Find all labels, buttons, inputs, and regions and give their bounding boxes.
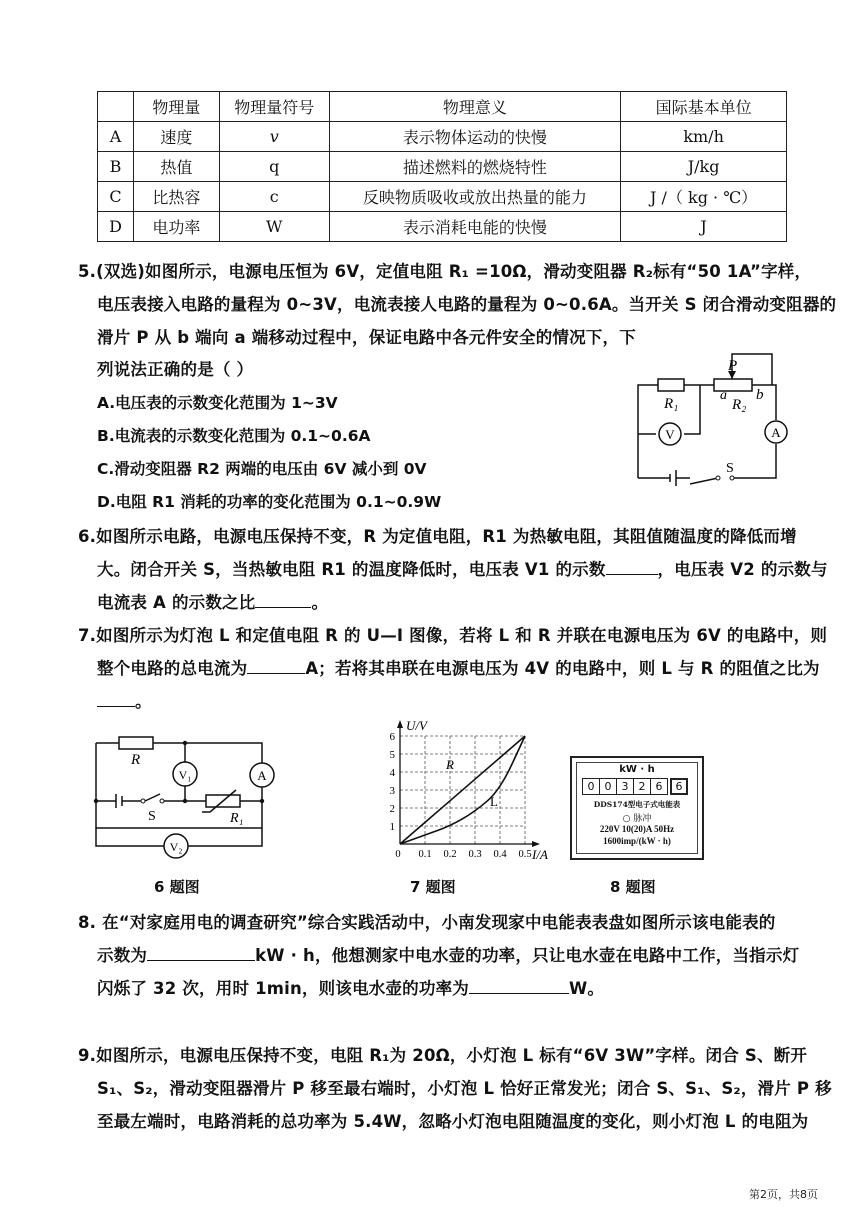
q9-stem-line2: S₁、S₂，滑动变阻器滑片 P 移至最右端时，小灯泡 L 恰好正常发光；闭合 S、S₁、S₂，滑片 P 移 <box>97 1079 832 1098</box>
row-symbol: c <box>219 182 329 212</box>
x-tick-label: 0.1 <box>418 849 432 860</box>
y-tick-label: 5 <box>389 749 395 761</box>
row-label: C <box>98 182 134 212</box>
x-axis-label: I/A <box>532 847 548 862</box>
answer-blank[interactable] <box>606 560 658 575</box>
q7-text: 。 <box>135 692 152 711</box>
table-header: 物理意义 <box>329 92 621 122</box>
row-unit: J/kg <box>621 152 787 182</box>
row-quantity: 热值 <box>133 152 219 182</box>
x-tick-label: 0.3 <box>468 849 482 860</box>
y-tick-label: 1 <box>389 821 395 833</box>
q8-text: kW · h，他想测家中电水壶的功率，只让电水壶在电路中工作，当指示灯 <box>255 946 800 965</box>
physics-quantity-table <box>97 91 787 242</box>
q5-circuit-diagram <box>628 348 800 498</box>
q5-option-b[interactable]: B.电流表的示数变化范围为 0.1~0.6A <box>97 427 371 445</box>
x-tick-label: 0.5 <box>518 849 532 860</box>
meter-spec-imp: 1600imp/(kW · h) <box>603 836 671 846</box>
row-quantity: 速度 <box>133 122 219 152</box>
q5-option-a[interactable]: A.电压表的示数变化范围为 1~3V <box>97 394 338 412</box>
meter-model: DDS174型电子式电能表 <box>593 800 681 809</box>
answer-blank[interactable] <box>469 979 569 994</box>
table-header <box>98 92 134 122</box>
q6-text: 大。闭合开关 S，当热敏电阻 R1 的温度降低时，电压表 V1 的示数 <box>97 560 606 579</box>
fig6-circuit-diagram <box>86 728 276 860</box>
q5-stem-line1: 5.(双选)如图所示，电源电压恒为 6V，定值电阻 R₁ =10Ω，滑动变阻器 R₂标有“50 1A”字样， <box>78 262 812 281</box>
label-r: R <box>131 752 141 768</box>
label-a: A <box>257 768 267 783</box>
meter-digit: 3 <box>617 778 634 795</box>
meter-digit: 0 <box>600 778 617 795</box>
label-r1: R₁ <box>664 396 679 412</box>
y-axis-label: U/V <box>406 718 427 733</box>
label-v1: V₁ <box>178 768 192 782</box>
x-tick-label: 0.4 <box>493 849 507 860</box>
q6-stem-line1: 6.如图所示电路，电源电压保持不变，R 为定值电阻，R1 为热敏电阻，其阻值随温度的降低而增 <box>78 527 797 546</box>
row-unit: J /（ kg · ℃） <box>621 182 787 212</box>
row-meaning: 描述燃料的燃烧特性 <box>329 152 621 182</box>
q7-text: 整个电路的总电流为 <box>97 659 248 678</box>
x-tick-label: 0 <box>395 849 401 860</box>
row-label: B <box>98 152 134 182</box>
fig8-energy-meter <box>570 756 704 860</box>
q8-stem-line2 <box>97 942 799 966</box>
q9-stem-line1: 9.如图所示，电源电压保持不变，电阻 R₁为 20Ω，小灯泡 L 标有“6V 3W”字样。闭合 S、断开 <box>78 1046 808 1065</box>
label-a: a <box>720 388 727 403</box>
meter-digit: 2 <box>634 778 651 795</box>
table-header-row <box>98 92 787 122</box>
q7-stem-line2 <box>97 655 820 679</box>
label-v2: V₂ <box>169 840 183 854</box>
label-b: b <box>756 387 764 403</box>
meter-unit: kW · h <box>619 764 655 775</box>
table-row <box>98 212 787 242</box>
row-label: A <box>98 122 134 152</box>
answer-blank[interactable] <box>255 593 311 608</box>
label-a-meter: A <box>771 425 781 440</box>
fig8-caption: 8 题图 <box>610 878 656 896</box>
q6-text: 电流表 A 的示数之比 <box>97 593 256 612</box>
row-quantity: 电功率 <box>133 212 219 242</box>
answer-blank[interactable] <box>97 692 135 707</box>
q5-stem-line2: 电压表接入电路的量程为 0~3V，电流表接人电路的量程为 0~0.6A。当开关 S 闭合滑动变阻器的 <box>97 295 837 314</box>
resistor-r-icon <box>119 737 153 749</box>
label-v: V <box>665 427 675 442</box>
q8-text: 闪烁了 32 次，用时 1min，则该电水壶的功率为 <box>97 979 469 998</box>
q8-text: W。 <box>568 979 605 998</box>
q5-option-d[interactable]: D.电阻 R1 消耗的功率的变化范围为 0.1~0.9W <box>97 493 442 511</box>
q6-text: ，电压表 V2 的示数与 <box>657 560 828 579</box>
answer-blank[interactable] <box>247 659 305 674</box>
meter-digit-decimal: 6 <box>670 778 688 795</box>
series-label-l: L <box>490 794 498 809</box>
y-tick-label: 6 <box>389 731 395 743</box>
q8-stem-line3 <box>97 975 604 999</box>
series-label-r: R <box>446 757 454 772</box>
table-row <box>98 152 787 182</box>
y-tick-label: 4 <box>389 767 395 779</box>
table-row <box>98 122 787 152</box>
table-header: 国际基本单位 <box>621 92 787 122</box>
row-unit: J <box>621 212 787 242</box>
q6-stem-line2 <box>97 556 828 580</box>
resistor-r1-icon <box>658 379 684 391</box>
meter-digit: 6 <box>651 778 668 795</box>
meter-digit: 0 <box>582 778 600 795</box>
table-header: 物理量 <box>133 92 219 122</box>
row-unit: km/h <box>621 122 787 152</box>
meter-spec-rating: 220V 10(20)A 50Hz <box>599 824 675 834</box>
q7-stem-line3 <box>97 688 152 712</box>
fig7-ui-graph <box>376 716 556 866</box>
row-quantity: 比热容 <box>133 182 219 212</box>
meter-pulse-indicator: ○ 脉冲 <box>622 814 652 824</box>
q6-stem-line3 <box>97 589 328 613</box>
row-label: D <box>98 212 134 242</box>
row-meaning: 表示物体运动的快慢 <box>329 122 621 152</box>
row-symbol: W <box>219 212 329 242</box>
q5-option-c[interactable]: C.滑动变阻器 R2 两端的电压由 6V 减小到 0V <box>97 460 427 478</box>
label-s: S <box>148 809 156 824</box>
q8-stem-line1: 8. 在“对家庭用电的调查研究”综合实践活动中，小南发现家中电能表表盘如图所示该电能表的 <box>78 913 776 932</box>
label-p: P <box>728 358 738 374</box>
q7-stem-line1: 7.如图所示为灯泡 L 和定值电阻 R 的 U—I 图像，若将 L 和 R 并联在电源电压为 6V 的电路中，则 <box>78 626 828 645</box>
label-r2: R₂ <box>732 397 747 413</box>
row-meaning: 反映物质吸收或放出热量的能力 <box>329 182 621 212</box>
table-row <box>98 182 787 212</box>
fig6-caption: 6 题图 <box>154 878 200 896</box>
row-meaning: 表示消耗电能的快慢 <box>329 212 621 242</box>
q5-stem-line3: 滑片 P 从 b 端向 a 端移动过程中，保证电路中各元件安全的情况下，下 <box>97 328 636 347</box>
y-tick-label: 2 <box>389 803 395 815</box>
meter-digits <box>582 778 688 795</box>
q9-stem-line3: 至最左端时，电路消耗的总功率为 5.4W，忽略小灯泡电阻随温度的变化，则小灯泡 L 的电阻为 <box>97 1112 809 1131</box>
q5-stem-line4: 列说法正确的是（ ） <box>97 360 254 379</box>
table-header: 物理量符号 <box>219 92 329 122</box>
row-symbol: q <box>219 152 329 182</box>
page-number: 第2页，共8页 <box>749 1188 818 1201</box>
label-s: S <box>726 461 734 476</box>
q7-text: A；若将其串联在电源电压为 4V 的电路中，则 L 与 R 的阻值之比为 <box>305 659 820 678</box>
fig7-caption: 7 题图 <box>410 878 456 896</box>
x-tick-label: 0.2 <box>443 849 457 860</box>
q8-text: 示数为 <box>97 946 148 965</box>
y-tick-label: 3 <box>389 785 395 797</box>
row-symbol: v <box>219 122 329 152</box>
label-r1: R₁ <box>230 811 244 826</box>
q6-text: 。 <box>311 593 329 612</box>
answer-blank[interactable] <box>147 946 255 961</box>
